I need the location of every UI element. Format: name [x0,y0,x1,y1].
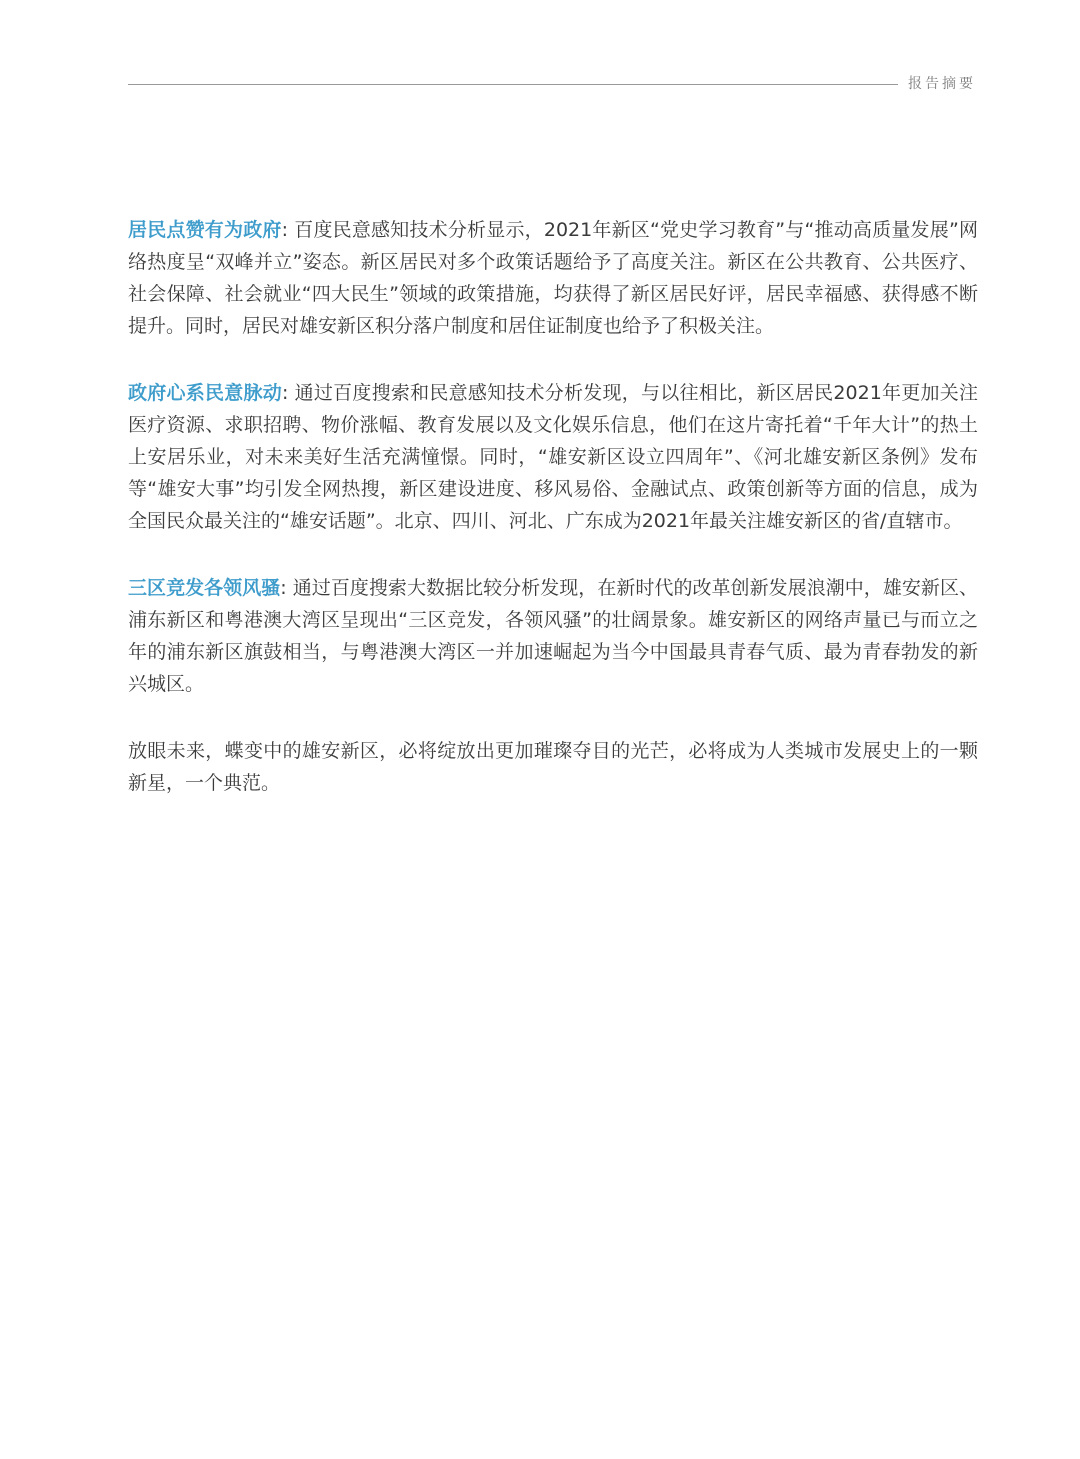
paragraph-text: : 通过百度搜索大数据比较分析发现，在新时代的改革创新发展浪潮中，雄安新区、浦东新区和粤港澳大湾区呈现出“三区竞发，各领风骚”的壮阔景象。雄安新区的网络声量已与而立之年的浦东新区旗鼓相当，与粤港澳大湾区一并加速崛起为当今中国最具青春气质、最为青春勃发的新兴城区。 [128,577,978,695]
page-header [128,66,976,102]
summary-paragraph-outlook [128,735,978,799]
summary-paragraph-residents [128,214,978,342]
paragraph-heading: 居民点赞有为政府 [128,219,282,241]
section-title: 报告摘要 [908,76,976,92]
summary-paragraph-government [128,377,978,537]
paragraph-heading: 政府心系民意脉动 [128,382,282,404]
paragraph-text: : 百度民意感知技术分析显示，2021年新区“党史学习教育”与“推动高质量发展”网络热度呈“双峰并立”姿态。新区居民对多个政策话题给予了高度关注。新区在公共教育、公共医疗、社会保障、社会就业“四大民生”领域的政策措施，均获得了新区居民好评，居民幸福感、获得感不断提升。同时，居民对雄安新区积分落户制度和居住证制度也给予了积极关注。 [128,219,978,337]
header-divider [128,84,898,85]
paragraph-text: 放眼未来，蝶变中的雄安新区，必将绽放出更加璀璨夺目的光芒，必将成为人类城市发展史上的一颗新星，一个典范。 [128,740,978,794]
summary-paragraph-three-districts [128,572,978,700]
paragraph-heading: 三区竞发各领风骚 [128,577,281,599]
summary-body [128,214,978,834]
paragraph-text: : 通过百度搜索和民意感知技术分析发现，与以往相比，新区居民2021年更加关注医疗资源、求职招聘、物价涨幅、教育发展以及文化娱乐信息，他们在这片寄托着“千年大计”的热土上安居乐业，对未来美好生活充满憧憬。同时，“雄安新区设立四周年”、《河北雄安新区条例》发布等“雄安大事”均引发全网热搜，新区建设进度、移风易俗、金融试点、政策创新等方面的信息，成为全国民众最关注的“雄安话题”。北京、四川、河北、广东成为2021年最关注雄安新区的省/直辖市。 [128,382,978,532]
